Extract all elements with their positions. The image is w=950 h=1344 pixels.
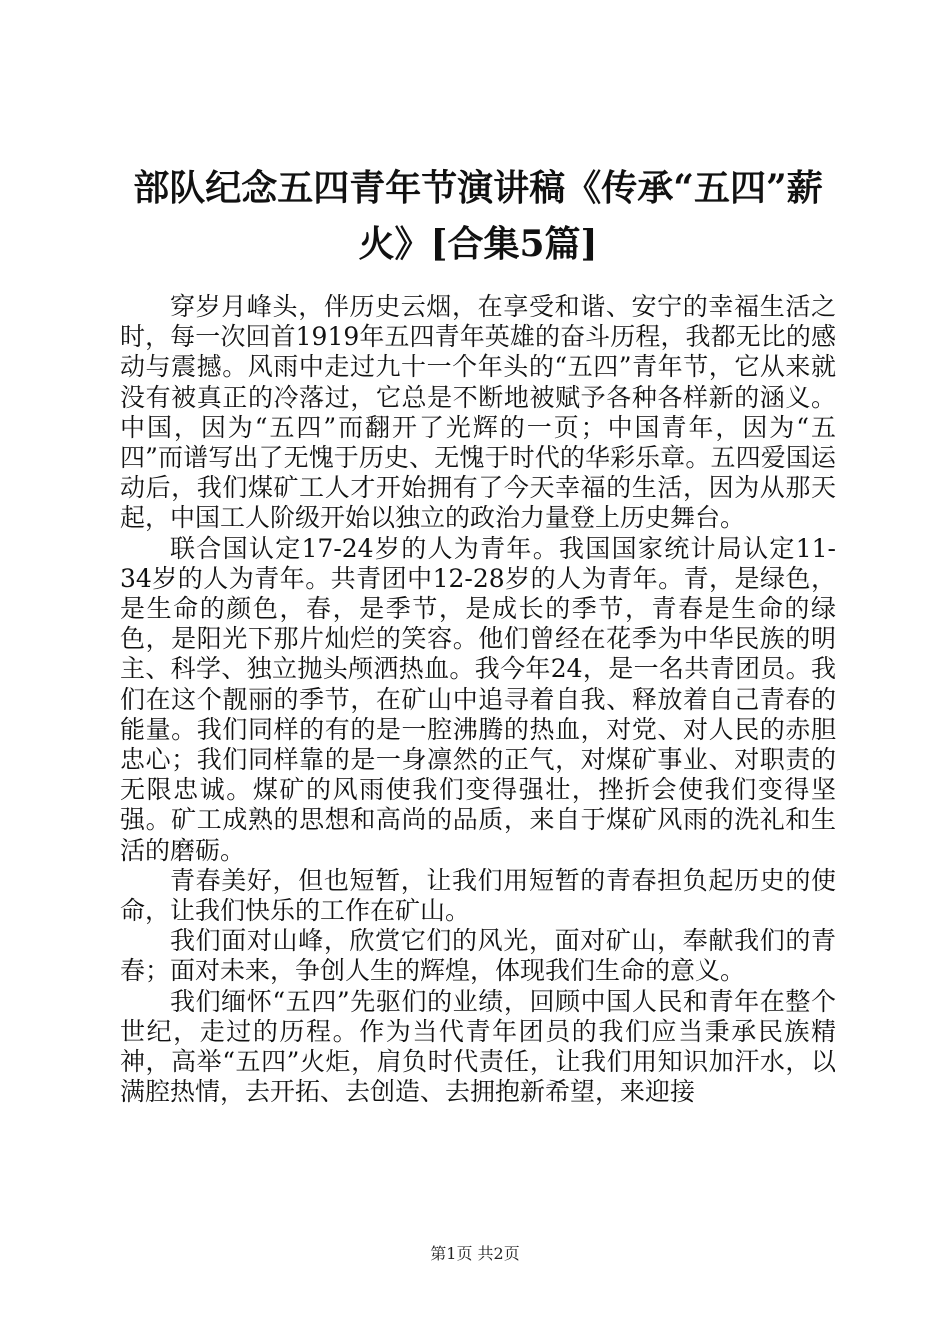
paragraph-4: 我们面对山峰，欣赏它们的风光，面对矿山，奉献我们的青春；面对未来，争创人生的辉煌，体现我们生命的意义。	[120, 926, 836, 986]
title-line-2: 火》[合集5篇]	[358, 223, 598, 265]
paragraph-2: 联合国认定17-24岁的人为青年。我国国家统计局认定11-34岁的人为青年。共青团中12-28岁的人为青年。青，是绿色，是生命的颜色，春，是季节，是成长的季节，青春是生命的绿色，是阳光下那片灿烂的笑容。他们曾经在花季为中华民族的明主、科学、独立抛头颅洒热血。我今年24，是一名共青团员。我们在这个靓丽的季节，在矿山中追寻着自我、释放着自己青春的能量。我们同样的有的是一腔沸腾的热血，对党、对人民的赤胆忠心；我们同样靠的是一身凛然的正气，对煤矿事业、对职责的无限忠诚。煤矿的风雨使我们变得强壮，挫折会使我们变得坚强。矿工成熟的思想和高尚的品质，来自于煤矿风雨的洗礼和生活的磨砺。	[120, 533, 836, 865]
document-body	[120, 292, 836, 1107]
paragraph-3: 青春美好，但也短暂，让我们用短暂的青春担负起历史的使命，让我们快乐的工作在矿山。	[120, 865, 836, 926]
paragraph-1: 穿岁月峰头，伴历史云烟，在享受和谐、安宁的幸福生活之时，每一次回首1919年五四青年英雄的奋斗历程，我都无比的感动与震撼。风雨中走过九十一个年头的“五四”青年节，它从来就没有被真正的冷落过，它总是不断地被赋予各种各样新的涵义。中国，因为“五四”而翻开了光辉的一页；中国青年，因为“五四”而谱写出了无愧于历史、无愧于时代的华彩乐章。五四爱国运动后，我们煤矿工人才开始拥有了今天幸福的生活，因为从那天起，中国工人阶级开始以独立的政治力量登上历史舞台。	[120, 292, 836, 533]
paragraph-5: 我们缅怀“五四”先驱们的业绩，回顾中国人民和青年在整个世纪，走过的历程。作为当代青年团员的我们应当秉承民族精神，高举“五四”火炬，肩负时代责任，让我们用知识加汗水，以满腔热情，去开拓、去创造、去拥抱新希望，来迎接	[120, 986, 836, 1107]
document-title	[120, 160, 836, 272]
page-number-footer: 第1页 共2页	[430, 1244, 520, 1263]
title-line-1: 部队纪念五四青年节演讲稿《传承“五四”薪	[133, 167, 823, 209]
